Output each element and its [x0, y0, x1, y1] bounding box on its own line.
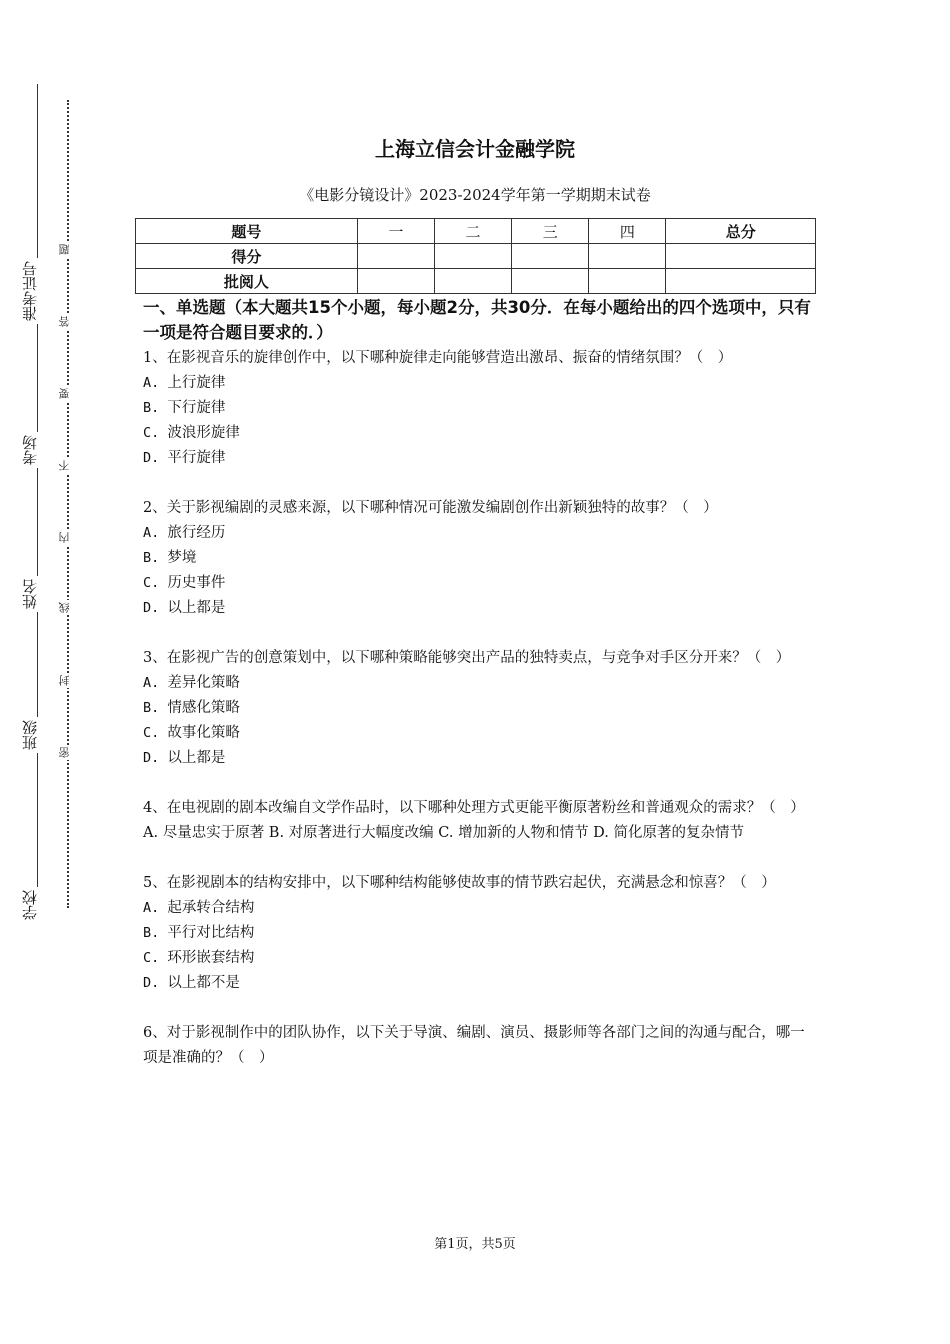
option-text: 差异化策略	[167, 675, 240, 691]
score-cell[interactable]	[512, 244, 589, 269]
question-stem: 4、在电视剧的剧本改编自文学作品时，以下哪种处理方式更能平衡原著粉丝和普通观众的需求？（ ）	[143, 800, 805, 816]
option-key: B.	[143, 550, 160, 566]
option-text: 起承转合结构	[167, 900, 255, 916]
option-d[interactable]	[143, 746, 815, 771]
seal-char: 封	[58, 675, 71, 686]
score-cell[interactable]	[357, 244, 434, 269]
score-cell[interactable]	[666, 244, 816, 269]
option-a[interactable]	[143, 671, 815, 696]
score-header-cell: 题号	[136, 219, 358, 244]
option-a[interactable]	[143, 521, 815, 546]
question-stem: 6、对于影视制作中的团队协作，以下关于导演、编剧、演员、摄影师等各部门之间的沟通与配合，哪一项是准确的？（ ）	[143, 1025, 805, 1066]
seal-char: 线	[58, 602, 71, 613]
option-text: 历史事件	[167, 575, 226, 591]
option-text: 以上都是	[167, 600, 226, 616]
margin-label-exam-number: 准考证号	[22, 258, 38, 324]
option-text: 以上都是	[167, 750, 226, 766]
score-cell[interactable]	[434, 269, 511, 294]
question-stem: 2、关于影视编剧的灵感来源，以下哪种情况可能激发编剧创作出新颖独特的故事？（ ）	[143, 500, 718, 516]
seal-char: 答	[58, 316, 71, 327]
option-key: B.	[143, 700, 160, 716]
option-a[interactable]	[143, 896, 815, 921]
score-cell[interactable]	[512, 269, 589, 294]
option-key: A.	[143, 525, 160, 541]
question-3	[143, 646, 815, 771]
seal-char: 要	[58, 388, 71, 399]
option-key: C.	[143, 575, 160, 591]
option-d[interactable]	[143, 971, 815, 996]
question-stem: 3、在影视广告的创意策划中，以下哪种策略能够突出产品的独特卖点，与竞争对手区分开来？（ ）	[143, 650, 791, 666]
seal-char: 内	[58, 532, 71, 543]
option-text: 情感化策略	[167, 700, 240, 716]
binding-solid-line	[37, 84, 38, 910]
option-b[interactable]	[143, 921, 815, 946]
score-row-label: 批阅人	[136, 269, 358, 294]
option-text: 平行旋律	[167, 450, 226, 466]
exam-title: 《电影分镜设计》2023-2024学年第一学期期末试卷	[299, 186, 651, 204]
score-cell[interactable]	[357, 269, 434, 294]
option-text: 波浪形旋律	[167, 425, 240, 441]
score-cell[interactable]	[589, 244, 666, 269]
option-c[interactable]	[143, 946, 815, 971]
question-stem: 1、在影视音乐的旋律创作中，以下哪种旋律走向能够营造出激昂、振奋的情绪氛围？（ ）	[143, 350, 733, 366]
score-table-row	[136, 269, 816, 294]
margin-label-exam-room: 考场	[22, 432, 38, 468]
score-header-cell: 一	[357, 219, 434, 244]
score-row-label: 得分	[136, 244, 358, 269]
margin-label-class: 班级	[22, 717, 38, 753]
option-key: A.	[143, 675, 160, 691]
score-header-cell: 二	[434, 219, 511, 244]
inline-options[interactable]: A. 尽量忠实于原著 B. 对原著进行大幅度改编 C. 增加新的人物和情节 D. 简化原著的复杂情节	[143, 825, 745, 841]
margin-label-name: 姓名	[22, 576, 38, 612]
option-c[interactable]	[143, 421, 815, 446]
option-text: 平行对比结构	[167, 925, 255, 941]
option-key: C.	[143, 725, 160, 741]
option-key: A.	[143, 375, 160, 391]
school-title: 上海立信会计金融学院	[375, 137, 575, 161]
option-key: A.	[143, 900, 160, 916]
section-heading: 一、单选题（本大题共15个小题，每小题2分，共30分．在每小题给出的四个选项中，只有一项是符合题目要求的．）	[143, 298, 811, 342]
exam-content	[143, 295, 815, 1071]
option-text: 环形嵌套结构	[167, 950, 255, 966]
option-b[interactable]	[143, 546, 815, 571]
question-6	[143, 1021, 815, 1071]
option-d[interactable]	[143, 596, 815, 621]
score-cell[interactable]	[666, 269, 816, 294]
option-c[interactable]	[143, 721, 815, 746]
option-key: B.	[143, 925, 160, 941]
option-text: 故事化策略	[167, 725, 240, 741]
score-table	[135, 218, 816, 294]
option-text: 梦境	[167, 550, 197, 566]
option-c[interactable]	[143, 571, 815, 596]
score-table-row	[136, 244, 816, 269]
option-key: C.	[143, 950, 160, 966]
option-b[interactable]	[143, 396, 815, 421]
option-key: D.	[143, 450, 160, 466]
seal-char: 密	[58, 747, 71, 758]
option-key: D.	[143, 750, 160, 766]
option-text: 下行旋律	[167, 400, 226, 416]
score-cell[interactable]	[434, 244, 511, 269]
page-footer: 第1页，共5页	[434, 1237, 516, 1252]
option-b[interactable]	[143, 696, 815, 721]
score-header-cell: 四	[589, 219, 666, 244]
score-header-cell: 总分	[666, 219, 816, 244]
seal-char: 题	[58, 244, 71, 255]
question-2	[143, 496, 815, 621]
option-a[interactable]	[143, 371, 815, 396]
option-key: C.	[143, 425, 160, 441]
score-header-cell: 三	[512, 219, 589, 244]
option-text: 上行旋律	[167, 375, 226, 391]
question-stem: 5、在影视剧本的结构安排中，以下哪种结构能够使故事的情节跌宕起伏，充满悬念和惊喜？（ ）	[143, 875, 776, 891]
option-key: B.	[143, 400, 160, 416]
question-5	[143, 871, 815, 996]
question-4	[143, 796, 815, 846]
option-text: 旅行经历	[167, 525, 226, 541]
margin-label-school: 学校	[22, 887, 38, 923]
option-d[interactable]	[143, 446, 815, 471]
seal-char: 不	[58, 460, 71, 471]
question-1	[143, 346, 815, 471]
option-key: D.	[143, 600, 160, 616]
score-cell[interactable]	[589, 269, 666, 294]
option-key: D.	[143, 975, 160, 991]
binding-dotted-line	[67, 100, 69, 908]
option-text: 以上都不是	[167, 975, 240, 991]
score-table-header-row	[136, 219, 816, 244]
